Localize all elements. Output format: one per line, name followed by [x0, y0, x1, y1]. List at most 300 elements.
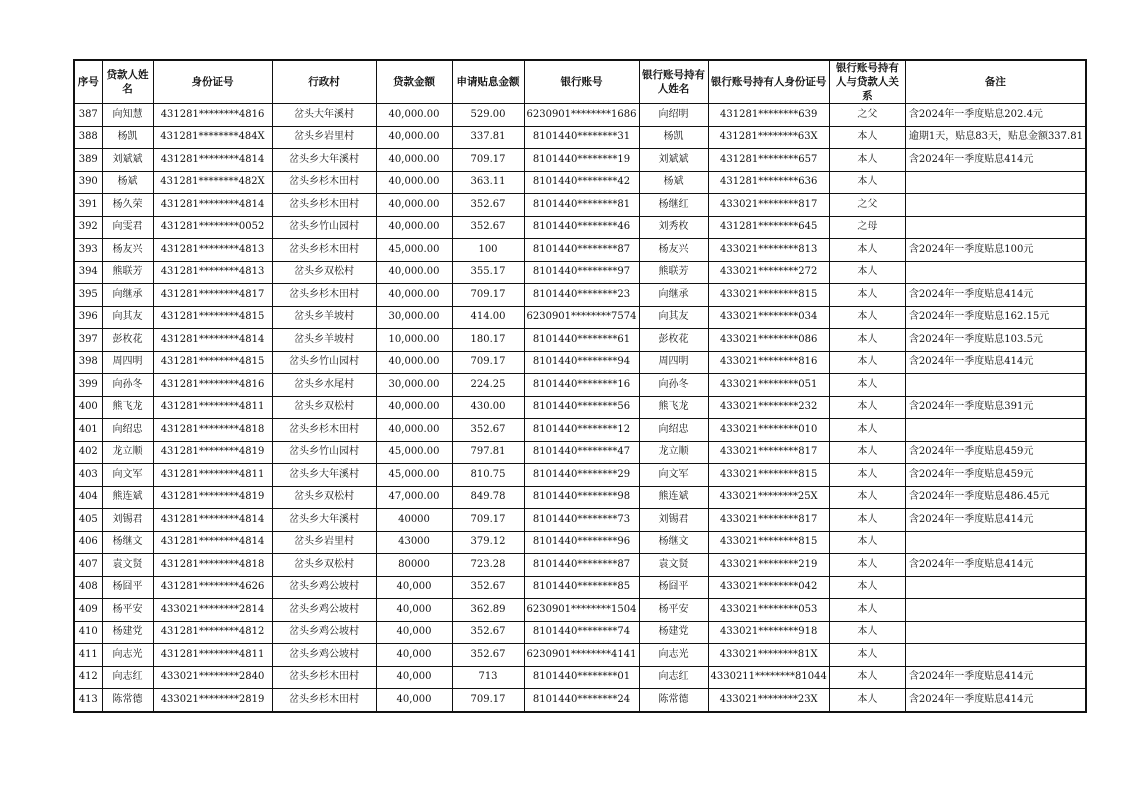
- cell-seq: 389: [74, 149, 102, 172]
- cell-seq: 399: [74, 374, 102, 397]
- cell-loan-amount: 40,000.00: [376, 171, 452, 194]
- cell-remarks: [905, 216, 1086, 239]
- table-row: [74, 441, 1086, 464]
- cell-holder-name: 向其友: [639, 306, 708, 329]
- cell-bank-account: 6230901********1504: [524, 599, 639, 622]
- cell-holder-relation: 本人: [829, 351, 905, 374]
- cell-id-number: 433021********2814: [153, 599, 272, 622]
- cell-seq: 408: [74, 576, 102, 599]
- cell-subsidy-amount: 430.00: [452, 396, 524, 419]
- cell-bank-account: 8101440********12: [524, 419, 639, 442]
- cell-id-number: 431281********4814: [153, 509, 272, 532]
- cell-remarks: [905, 644, 1086, 667]
- cell-holder-id: 433021********815: [708, 284, 829, 307]
- cell-remarks: 含2024年一季度贴息414元: [905, 284, 1086, 307]
- cell-holder-relation: 本人: [829, 441, 905, 464]
- cell-id-number: 431281********4818: [153, 419, 272, 442]
- cell-holder-id: 433021********034: [708, 306, 829, 329]
- cell-seq: 394: [74, 261, 102, 284]
- cell-subsidy-amount: 180.17: [452, 329, 524, 352]
- cell-village: 岔头乡杉木田村: [272, 239, 376, 262]
- cell-id-number: 431281********4815: [153, 306, 272, 329]
- cell-village: 岔头乡杉木田村: [272, 689, 376, 712]
- col-holder-name: 银行账号持有人姓名: [639, 60, 708, 104]
- cell-subsidy-amount: 224.25: [452, 374, 524, 397]
- cell-loan-amount: 47,000.00: [376, 486, 452, 509]
- cell-bank-account: 8101440********01: [524, 666, 639, 689]
- cell-holder-id: 433021********219: [708, 554, 829, 577]
- cell-holder-name: 杨平安: [639, 599, 708, 622]
- cell-bank-account: 8101440********97: [524, 261, 639, 284]
- cell-loan-amount: 40,000.00: [376, 419, 452, 442]
- table-row: [74, 666, 1086, 689]
- cell-seq: 396: [74, 306, 102, 329]
- cell-loan-amount: 40,000.00: [376, 149, 452, 172]
- cell-borrower-name: 杨囧平: [102, 576, 153, 599]
- cell-seq: 391: [74, 194, 102, 217]
- cell-borrower-name: 熊飞龙: [102, 396, 153, 419]
- cell-seq: 387: [74, 104, 102, 127]
- cell-village: 岔头乡鸡公坡村: [272, 599, 376, 622]
- cell-holder-id: 433021********053: [708, 599, 829, 622]
- cell-remarks: 含2024年一季度贴息414元: [905, 689, 1086, 712]
- cell-holder-id: 433021********25X: [708, 486, 829, 509]
- cell-holder-id: 433021********81X: [708, 644, 829, 667]
- cell-bank-account: 8101440********19: [524, 149, 639, 172]
- cell-village: 岔头乡大年溪村: [272, 464, 376, 487]
- cell-bank-account: 8101440********29: [524, 464, 639, 487]
- cell-loan-amount: 40,000.00: [376, 194, 452, 217]
- cell-subsidy-amount: 709.17: [452, 284, 524, 307]
- cell-seq: 403: [74, 464, 102, 487]
- cell-holder-id: 433021********042: [708, 576, 829, 599]
- col-remarks: 备注: [905, 60, 1086, 104]
- cell-bank-account: 8101440********16: [524, 374, 639, 397]
- loan-subsidy-table: [73, 59, 1087, 713]
- cell-subsidy-amount: 713: [452, 666, 524, 689]
- cell-holder-id: 433021********918: [708, 621, 829, 644]
- cell-id-number: 431281********4816: [153, 104, 272, 127]
- cell-id-number: 431281********4815: [153, 351, 272, 374]
- table-row: [74, 644, 1086, 667]
- table-row: [74, 689, 1086, 712]
- cell-holder-id: 433021********816: [708, 351, 829, 374]
- cell-village: 岔头乡竹山园村: [272, 216, 376, 239]
- cell-bank-account: 6230901********1686: [524, 104, 639, 127]
- cell-borrower-name: 龙立顺: [102, 441, 153, 464]
- cell-subsidy-amount: 414.00: [452, 306, 524, 329]
- cell-holder-id: 431281********657: [708, 149, 829, 172]
- col-loan-amount: 贷款金额: [376, 60, 452, 104]
- cell-bank-account: 8101440********81: [524, 194, 639, 217]
- cell-borrower-name: 袁文贤: [102, 554, 153, 577]
- cell-remarks: [905, 576, 1086, 599]
- cell-holder-relation: 本人: [829, 284, 905, 307]
- cell-holder-name: 向继承: [639, 284, 708, 307]
- cell-holder-name: 周四明: [639, 351, 708, 374]
- cell-borrower-name: 向绍忠: [102, 419, 153, 442]
- cell-holder-name: 熊连斌: [639, 486, 708, 509]
- cell-subsidy-amount: 352.67: [452, 621, 524, 644]
- col-village: 行政村: [272, 60, 376, 104]
- cell-loan-amount: 40,000: [376, 644, 452, 667]
- cell-seq: 393: [74, 239, 102, 262]
- cell-bank-account: 8101440********96: [524, 531, 639, 554]
- cell-borrower-name: 杨建党: [102, 621, 153, 644]
- cell-loan-amount: 40,000: [376, 576, 452, 599]
- cell-seq: 388: [74, 126, 102, 149]
- cell-seq: 407: [74, 554, 102, 577]
- cell-village: 岔头乡杉木田村: [272, 284, 376, 307]
- header-row: [74, 60, 1086, 104]
- cell-village: 岔头大年溪村: [272, 104, 376, 127]
- table-row: [74, 621, 1086, 644]
- cell-holder-relation: 本人: [829, 576, 905, 599]
- cell-village: 岔头乡杉木田村: [272, 194, 376, 217]
- cell-id-number: 431281********4818: [153, 554, 272, 577]
- cell-seq: 401: [74, 419, 102, 442]
- cell-holder-name: 向志光: [639, 644, 708, 667]
- cell-subsidy-amount: 352.67: [452, 576, 524, 599]
- cell-borrower-name: 杨友兴: [102, 239, 153, 262]
- cell-subsidy-amount: 709.17: [452, 509, 524, 532]
- cell-holder-id: 433021********815: [708, 531, 829, 554]
- cell-subsidy-amount: 379.12: [452, 531, 524, 554]
- cell-id-number: 431281********0052: [153, 216, 272, 239]
- cell-holder-relation: 本人: [829, 374, 905, 397]
- cell-bank-account: 8101440********87: [524, 554, 639, 577]
- cell-seq: 400: [74, 396, 102, 419]
- cell-holder-relation: 本人: [829, 149, 905, 172]
- table-row: [74, 126, 1086, 149]
- cell-holder-id: 431281********645: [708, 216, 829, 239]
- cell-id-number: 431281********4813: [153, 261, 272, 284]
- cell-holder-name: 杨建党: [639, 621, 708, 644]
- cell-seq: 402: [74, 441, 102, 464]
- table-row: [74, 374, 1086, 397]
- table-row: [74, 239, 1086, 262]
- cell-borrower-name: 向知慧: [102, 104, 153, 127]
- cell-holder-name: 向文军: [639, 464, 708, 487]
- cell-holder-relation: 本人: [829, 126, 905, 149]
- cell-holder-name: 杨囧平: [639, 576, 708, 599]
- cell-seq: 413: [74, 689, 102, 712]
- cell-holder-relation: 本人: [829, 464, 905, 487]
- cell-holder-relation: 本人: [829, 171, 905, 194]
- cell-borrower-name: 向孙冬: [102, 374, 153, 397]
- cell-holder-name: 杨继文: [639, 531, 708, 554]
- cell-loan-amount: 45,000.00: [376, 441, 452, 464]
- col-holder-id: 银行账号持有人身份证号: [708, 60, 829, 104]
- table-row: [74, 306, 1086, 329]
- cell-loan-amount: 40,000.00: [376, 261, 452, 284]
- cell-id-number: 431281********4819: [153, 441, 272, 464]
- cell-id-number: 431281********4814: [153, 194, 272, 217]
- cell-remarks: [905, 621, 1086, 644]
- cell-village: 岔头乡竹山园村: [272, 351, 376, 374]
- cell-subsidy-amount: 352.67: [452, 194, 524, 217]
- cell-remarks: [905, 194, 1086, 217]
- cell-holder-name: 刘锡君: [639, 509, 708, 532]
- col-seq: 序号: [74, 60, 102, 104]
- col-subsidy-amount: 申请贴息金额: [452, 60, 524, 104]
- cell-holder-name: 向志红: [639, 666, 708, 689]
- table-row: [74, 284, 1086, 307]
- col-holder-relation: 银行账号持有人与贷款人关系: [829, 60, 905, 104]
- table-row: [74, 509, 1086, 532]
- cell-loan-amount: 40,000: [376, 599, 452, 622]
- cell-holder-relation: 本人: [829, 599, 905, 622]
- cell-borrower-name: 向雯君: [102, 216, 153, 239]
- cell-borrower-name: 向其友: [102, 306, 153, 329]
- cell-holder-relation: 本人: [829, 689, 905, 712]
- cell-id-number: 431281********4814: [153, 531, 272, 554]
- cell-remarks: 含2024年一季度贴息486.45元: [905, 486, 1086, 509]
- cell-bank-account: 8101440********31: [524, 126, 639, 149]
- cell-holder-id: 433021********815: [708, 464, 829, 487]
- cell-bank-account: 8101440********94: [524, 351, 639, 374]
- cell-loan-amount: 40,000.00: [376, 396, 452, 419]
- cell-remarks: 逾期1天，贴息83天，贴息金额337.81: [905, 126, 1086, 149]
- cell-bank-account: 6230901********7574: [524, 306, 639, 329]
- cell-loan-amount: 40,000.00: [376, 126, 452, 149]
- cell-holder-id: 433021********817: [708, 441, 829, 464]
- cell-loan-amount: 43000: [376, 531, 452, 554]
- cell-holder-relation: 之父: [829, 104, 905, 127]
- cell-holder-id: 433021********817: [708, 509, 829, 532]
- cell-holder-name: 向绍忠: [639, 419, 708, 442]
- cell-village: 岔头乡岩里村: [272, 126, 376, 149]
- cell-loan-amount: 40000: [376, 509, 452, 532]
- cell-borrower-name: 熊联芳: [102, 261, 153, 284]
- table-row: [74, 329, 1086, 352]
- cell-remarks: 含2024年一季度贴息414元: [905, 666, 1086, 689]
- cell-remarks: [905, 171, 1086, 194]
- cell-holder-relation: 本人: [829, 666, 905, 689]
- table-row: [74, 599, 1086, 622]
- cell-holder-name: 刘斌斌: [639, 149, 708, 172]
- table-row: [74, 149, 1086, 172]
- cell-borrower-name: 杨继文: [102, 531, 153, 554]
- cell-holder-name: 熊飞龙: [639, 396, 708, 419]
- cell-borrower-name: 向志光: [102, 644, 153, 667]
- table-row: [74, 576, 1086, 599]
- cell-remarks: [905, 261, 1086, 284]
- cell-subsidy-amount: 529.00: [452, 104, 524, 127]
- cell-remarks: [905, 419, 1086, 442]
- cell-seq: 392: [74, 216, 102, 239]
- cell-holder-id: 433021********232: [708, 396, 829, 419]
- cell-borrower-name: 向继承: [102, 284, 153, 307]
- cell-bank-account: 8101440********85: [524, 576, 639, 599]
- table-row: [74, 396, 1086, 419]
- cell-holder-name: 彭枚花: [639, 329, 708, 352]
- cell-subsidy-amount: 362.89: [452, 599, 524, 622]
- cell-seq: 409: [74, 599, 102, 622]
- cell-loan-amount: 10,000.00: [376, 329, 452, 352]
- cell-holder-id: 433021********272: [708, 261, 829, 284]
- cell-holder-relation: 本人: [829, 531, 905, 554]
- cell-bank-account: 8101440********24: [524, 689, 639, 712]
- cell-village: 岔头乡双松村: [272, 261, 376, 284]
- table-row: [74, 531, 1086, 554]
- cell-holder-id: 433021********051: [708, 374, 829, 397]
- cell-holder-relation: 本人: [829, 621, 905, 644]
- cell-village: 岔头乡鸡公坡村: [272, 621, 376, 644]
- cell-borrower-name: 杨平安: [102, 599, 153, 622]
- cell-bank-account: 8101440********61: [524, 329, 639, 352]
- col-bank-account: 银行账号: [524, 60, 639, 104]
- cell-loan-amount: 80000: [376, 554, 452, 577]
- col-borrower-name: 贷款人姓名: [102, 60, 153, 104]
- table-row: [74, 261, 1086, 284]
- cell-loan-amount: 45,000.00: [376, 464, 452, 487]
- cell-loan-amount: 40,000.00: [376, 104, 452, 127]
- cell-village: 岔头乡双松村: [272, 396, 376, 419]
- cell-holder-name: 杨继红: [639, 194, 708, 217]
- cell-borrower-name: 向文军: [102, 464, 153, 487]
- cell-holder-name: 熊联芳: [639, 261, 708, 284]
- cell-loan-amount: 30,000.00: [376, 374, 452, 397]
- cell-id-number: 431281********4817: [153, 284, 272, 307]
- cell-holder-relation: 本人: [829, 486, 905, 509]
- cell-id-number: 431281********4626: [153, 576, 272, 599]
- cell-bank-account: 8101440********47: [524, 441, 639, 464]
- cell-village: 岔头乡羊坡村: [272, 306, 376, 329]
- cell-holder-name: 向孙冬: [639, 374, 708, 397]
- cell-seq: 390: [74, 171, 102, 194]
- cell-id-number: 431281********4819: [153, 486, 272, 509]
- cell-holder-id: 433021********23X: [708, 689, 829, 712]
- cell-remarks: 含2024年一季度贴息414元: [905, 351, 1086, 374]
- cell-seq: 397: [74, 329, 102, 352]
- table-row: [74, 464, 1086, 487]
- cell-holder-relation: 本人: [829, 396, 905, 419]
- cell-holder-name: 刘秀枚: [639, 216, 708, 239]
- cell-id-number: 433021********2819: [153, 689, 272, 712]
- cell-subsidy-amount: 849.78: [452, 486, 524, 509]
- cell-village: 岔头乡鸡公坡村: [272, 644, 376, 667]
- cell-subsidy-amount: 797.81: [452, 441, 524, 464]
- cell-village: 岔头乡岩里村: [272, 531, 376, 554]
- cell-holder-relation: 本人: [829, 329, 905, 352]
- cell-id-number: 431281********4814: [153, 329, 272, 352]
- cell-holder-id: 433021********817: [708, 194, 829, 217]
- cell-subsidy-amount: 337.81: [452, 126, 524, 149]
- cell-loan-amount: 40,000.00: [376, 351, 452, 374]
- cell-remarks: 含2024年一季度贴息162.15元: [905, 306, 1086, 329]
- cell-id-number: 431281********4811: [153, 396, 272, 419]
- cell-borrower-name: 杨久荣: [102, 194, 153, 217]
- cell-seq: 404: [74, 486, 102, 509]
- cell-id-number: 433021********2840: [153, 666, 272, 689]
- cell-id-number: 431281********4811: [153, 644, 272, 667]
- cell-remarks: 含2024年一季度贴息459元: [905, 464, 1086, 487]
- cell-village: 岔头乡杉木田村: [272, 666, 376, 689]
- cell-subsidy-amount: 352.67: [452, 216, 524, 239]
- cell-remarks: 含2024年一季度贴息391元: [905, 396, 1086, 419]
- cell-borrower-name: 杨凯: [102, 126, 153, 149]
- cell-borrower-name: 彭枚花: [102, 329, 153, 352]
- cell-id-number: 431281********482X: [153, 171, 272, 194]
- cell-subsidy-amount: 709.17: [452, 351, 524, 374]
- cell-subsidy-amount: 100: [452, 239, 524, 262]
- cell-holder-name: 杨友兴: [639, 239, 708, 262]
- cell-remarks: 含2024年一季度贴息414元: [905, 554, 1086, 577]
- cell-seq: 411: [74, 644, 102, 667]
- cell-id-number: 431281********4813: [153, 239, 272, 262]
- cell-holder-relation: 本人: [829, 261, 905, 284]
- cell-village: 岔头乡竹山园村: [272, 441, 376, 464]
- cell-holder-id: 433021********010: [708, 419, 829, 442]
- cell-village: 岔头乡大年溪村: [272, 509, 376, 532]
- cell-bank-account: 8101440********56: [524, 396, 639, 419]
- cell-remarks: 含2024年一季度贴息459元: [905, 441, 1086, 464]
- cell-holder-relation: 本人: [829, 509, 905, 532]
- cell-loan-amount: 40,000: [376, 666, 452, 689]
- cell-holder-relation: 本人: [829, 419, 905, 442]
- cell-subsidy-amount: 709.17: [452, 149, 524, 172]
- cell-holder-relation: 本人: [829, 239, 905, 262]
- cell-borrower-name: 杨斌: [102, 171, 153, 194]
- cell-borrower-name: 刘锡君: [102, 509, 153, 532]
- cell-subsidy-amount: 810.75: [452, 464, 524, 487]
- cell-holder-name: 杨斌: [639, 171, 708, 194]
- cell-holder-name: 陈常德: [639, 689, 708, 712]
- cell-village: 岔头乡杉木田村: [272, 171, 376, 194]
- cell-borrower-name: 刘斌斌: [102, 149, 153, 172]
- cell-remarks: 含2024年一季度贴息202.4元: [905, 104, 1086, 127]
- cell-bank-account: 8101440********74: [524, 621, 639, 644]
- cell-holder-name: 杨凯: [639, 126, 708, 149]
- table-row: [74, 171, 1086, 194]
- cell-loan-amount: 40,000.00: [376, 216, 452, 239]
- cell-subsidy-amount: 355.17: [452, 261, 524, 284]
- cell-seq: 412: [74, 666, 102, 689]
- cell-holder-name: 向绍明: [639, 104, 708, 127]
- cell-bank-account: 8101440********42: [524, 171, 639, 194]
- cell-holder-id: 433021********813: [708, 239, 829, 262]
- cell-remarks: 含2024年一季度贴息100元: [905, 239, 1086, 262]
- cell-seq: 405: [74, 509, 102, 532]
- col-id-number: 身份证号: [153, 60, 272, 104]
- cell-loan-amount: 40,000: [376, 689, 452, 712]
- cell-bank-account: 8101440********73: [524, 509, 639, 532]
- cell-loan-amount: 45,000.00: [376, 239, 452, 262]
- cell-loan-amount: 40,000: [376, 621, 452, 644]
- cell-holder-relation: 本人: [829, 306, 905, 329]
- cell-bank-account: 8101440********87: [524, 239, 639, 262]
- cell-borrower-name: 陈常德: [102, 689, 153, 712]
- cell-id-number: 431281********4811: [153, 464, 272, 487]
- cell-remarks: [905, 531, 1086, 554]
- table-row: [74, 486, 1086, 509]
- cell-subsidy-amount: 723.28: [452, 554, 524, 577]
- cell-holder-id: 431281********63X: [708, 126, 829, 149]
- cell-holder-relation: 本人: [829, 554, 905, 577]
- cell-bank-account: 8101440********46: [524, 216, 639, 239]
- cell-seq: 410: [74, 621, 102, 644]
- cell-holder-relation: 之父: [829, 194, 905, 217]
- cell-subsidy-amount: 709.17: [452, 689, 524, 712]
- cell-village: 岔头乡双松村: [272, 554, 376, 577]
- cell-subsidy-amount: 363.11: [452, 171, 524, 194]
- cell-holder-relation: 本人: [829, 644, 905, 667]
- cell-remarks: [905, 599, 1086, 622]
- cell-village: 岔头乡鸡公坡村: [272, 576, 376, 599]
- table-row: [74, 194, 1086, 217]
- cell-subsidy-amount: 352.67: [452, 644, 524, 667]
